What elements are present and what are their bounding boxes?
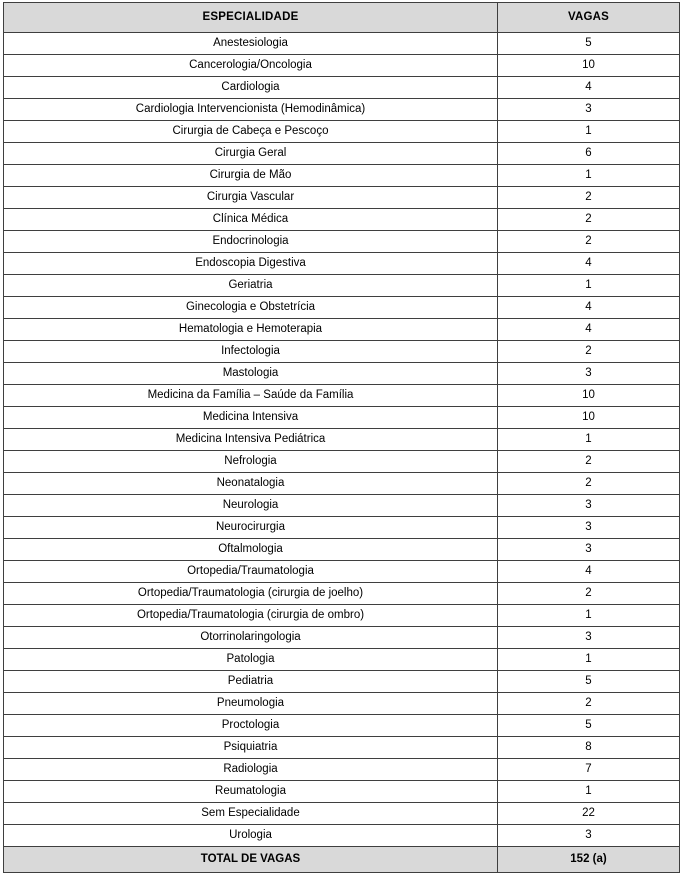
table-row <box>4 451 680 473</box>
cell-vacancies: 4 <box>498 253 680 275</box>
table-header-row <box>4 3 680 33</box>
cell-specialty: Pneumologia <box>4 693 498 715</box>
cell-specialty: Patologia <box>4 649 498 671</box>
cell-vacancies: 10 <box>498 407 680 429</box>
cell-specialty: Oftalmologia <box>4 539 498 561</box>
cell-vacancies: 4 <box>498 297 680 319</box>
cell-specialty: Reumatologia <box>4 781 498 803</box>
table-row <box>4 803 680 825</box>
table-row <box>4 121 680 143</box>
cell-vacancies: 4 <box>498 319 680 341</box>
cell-vacancies: 5 <box>498 671 680 693</box>
cell-vacancies: 3 <box>498 99 680 121</box>
cell-vacancies: 5 <box>498 715 680 737</box>
cell-vacancies: 2 <box>498 187 680 209</box>
cell-specialty: Medicina Intensiva <box>4 407 498 429</box>
cell-vacancies: 3 <box>498 627 680 649</box>
cell-specialty: Medicina Intensiva Pediátrica <box>4 429 498 451</box>
table-row <box>4 77 680 99</box>
table-row <box>4 33 680 55</box>
table-row <box>4 209 680 231</box>
cell-vacancies: 1 <box>498 429 680 451</box>
cell-vacancies: 10 <box>498 385 680 407</box>
cell-vacancies: 3 <box>498 539 680 561</box>
cell-specialty: Anestesiologia <box>4 33 498 55</box>
cell-vacancies: 3 <box>498 363 680 385</box>
cell-specialty: Hematologia e Hemoterapia <box>4 319 498 341</box>
cell-vacancies: 2 <box>498 451 680 473</box>
cell-vacancies: 3 <box>498 495 680 517</box>
cell-vacancies: 1 <box>498 275 680 297</box>
cell-vacancies: 2 <box>498 341 680 363</box>
cell-vacancies: 2 <box>498 231 680 253</box>
cell-specialty: Neurologia <box>4 495 498 517</box>
table-row <box>4 429 680 451</box>
table-row <box>4 385 680 407</box>
cell-specialty: Ginecologia e Obstetrícia <box>4 297 498 319</box>
cell-vacancies: 3 <box>498 517 680 539</box>
table-body <box>4 33 680 847</box>
table-row <box>4 495 680 517</box>
cell-vacancies: 5 <box>498 33 680 55</box>
table-row <box>4 715 680 737</box>
cell-vacancies: 1 <box>498 605 680 627</box>
table-row <box>4 99 680 121</box>
table-row <box>4 319 680 341</box>
cell-vacancies: 1 <box>498 165 680 187</box>
cell-specialty: Cirurgia de Cabeça e Pescoço <box>4 121 498 143</box>
cell-specialty: Ortopedia/Traumatologia (cirurgia de ombro) <box>4 605 498 627</box>
table-row <box>4 605 680 627</box>
cell-vacancies: 2 <box>498 693 680 715</box>
cell-specialty: Clínica Médica <box>4 209 498 231</box>
cell-vacancies: 4 <box>498 561 680 583</box>
vacancy-table <box>3 2 680 873</box>
table-row <box>4 143 680 165</box>
cell-vacancies: 10 <box>498 55 680 77</box>
table-row <box>4 649 680 671</box>
cell-vacancies: 1 <box>498 781 680 803</box>
table-row <box>4 297 680 319</box>
cell-specialty: Sem Especialidade <box>4 803 498 825</box>
cell-specialty: Endocrinologia <box>4 231 498 253</box>
total-value: 152 (a) <box>498 847 680 873</box>
cell-specialty: Cancerologia/Oncologia <box>4 55 498 77</box>
cell-specialty: Medicina da Família – Saúde da Família <box>4 385 498 407</box>
cell-vacancies: 6 <box>498 143 680 165</box>
table-footer <box>4 847 680 873</box>
table-row <box>4 473 680 495</box>
cell-vacancies: 22 <box>498 803 680 825</box>
table-row <box>4 55 680 77</box>
table-row <box>4 561 680 583</box>
column-header-specialty: ESPECIALIDADE <box>4 3 498 33</box>
cell-specialty: Nefrologia <box>4 451 498 473</box>
cell-specialty: Infectologia <box>4 341 498 363</box>
cell-vacancies: 2 <box>498 473 680 495</box>
table-header <box>4 3 680 33</box>
cell-specialty: Ortopedia/Traumatologia (cirurgia de joelho) <box>4 583 498 605</box>
cell-specialty: Mastologia <box>4 363 498 385</box>
column-header-vacancies: VAGAS <box>498 3 680 33</box>
cell-vacancies: 2 <box>498 209 680 231</box>
table-row <box>4 517 680 539</box>
cell-vacancies: 1 <box>498 649 680 671</box>
cell-specialty: Cirurgia de Mão <box>4 165 498 187</box>
cell-specialty: Cardiologia Intervencionista (Hemodinâmica) <box>4 99 498 121</box>
total-row <box>4 847 680 873</box>
cell-vacancies: 7 <box>498 759 680 781</box>
table-row <box>4 187 680 209</box>
total-label: TOTAL DE VAGAS <box>4 847 498 873</box>
cell-specialty: Endoscopia Digestiva <box>4 253 498 275</box>
cell-specialty: Geriatria <box>4 275 498 297</box>
cell-specialty: Psiquiatria <box>4 737 498 759</box>
cell-specialty: Cardiologia <box>4 77 498 99</box>
cell-vacancies: 8 <box>498 737 680 759</box>
cell-specialty: Cirurgia Geral <box>4 143 498 165</box>
table-row <box>4 825 680 847</box>
cell-vacancies: 3 <box>498 825 680 847</box>
cell-vacancies: 2 <box>498 583 680 605</box>
table-row <box>4 165 680 187</box>
cell-vacancies: 1 <box>498 121 680 143</box>
cell-specialty: Otorrinolaringologia <box>4 627 498 649</box>
table-row <box>4 781 680 803</box>
cell-specialty: Pediatria <box>4 671 498 693</box>
table-row <box>4 539 680 561</box>
table-row <box>4 583 680 605</box>
table-row <box>4 671 680 693</box>
table-row <box>4 759 680 781</box>
table-row <box>4 231 680 253</box>
cell-specialty: Neonatalogia <box>4 473 498 495</box>
table-row <box>4 627 680 649</box>
cell-specialty: Cirurgia Vascular <box>4 187 498 209</box>
cell-specialty: Proctologia <box>4 715 498 737</box>
cell-specialty: Urologia <box>4 825 498 847</box>
table-row <box>4 363 680 385</box>
table-row <box>4 737 680 759</box>
table-row <box>4 275 680 297</box>
table-row <box>4 341 680 363</box>
table-row <box>4 693 680 715</box>
cell-specialty: Radiologia <box>4 759 498 781</box>
table-row <box>4 407 680 429</box>
cell-specialty: Ortopedia/Traumatologia <box>4 561 498 583</box>
cell-vacancies: 4 <box>498 77 680 99</box>
table-row <box>4 253 680 275</box>
cell-specialty: Neurocirurgia <box>4 517 498 539</box>
